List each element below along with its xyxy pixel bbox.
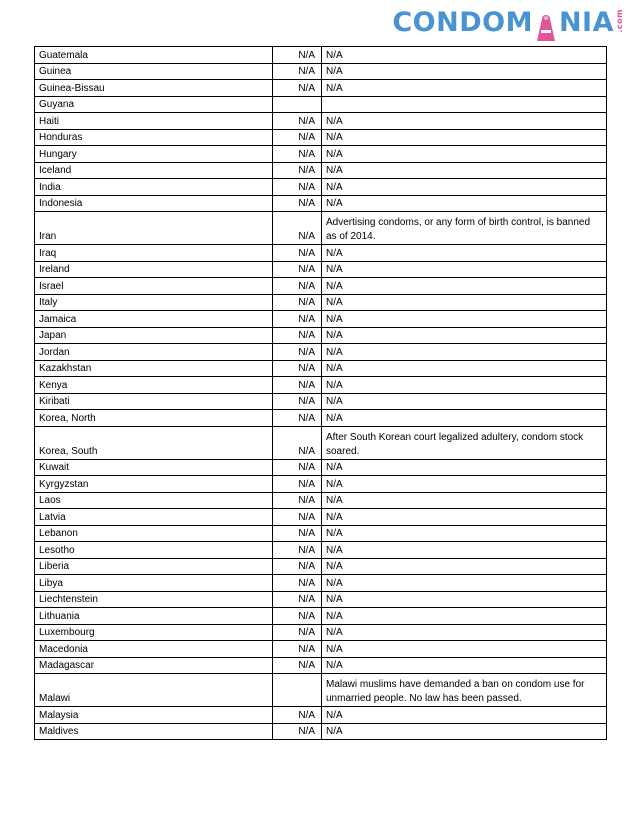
country-cell: Kyrgyzstan bbox=[35, 476, 273, 493]
notes-cell: N/A bbox=[322, 723, 607, 740]
country-cell: Kiribati bbox=[35, 393, 273, 410]
status-cell: N/A bbox=[273, 707, 322, 724]
country-cell: Japan bbox=[35, 327, 273, 344]
country-cell: Iceland bbox=[35, 162, 273, 179]
status-cell: N/A bbox=[273, 311, 322, 328]
status-cell: N/A bbox=[273, 410, 322, 427]
country-cell: India bbox=[35, 179, 273, 196]
country-cell: Malawi bbox=[35, 674, 273, 707]
table-row bbox=[35, 459, 607, 476]
status-cell: N/A bbox=[273, 426, 322, 459]
logo-text-left: CONDOM bbox=[392, 7, 533, 38]
table-row bbox=[35, 542, 607, 559]
notes-cell: N/A bbox=[322, 641, 607, 658]
notes-cell: N/A bbox=[322, 542, 607, 559]
status-cell: N/A bbox=[273, 525, 322, 542]
notes-cell: N/A bbox=[322, 162, 607, 179]
table-row bbox=[35, 129, 607, 146]
table-row bbox=[35, 212, 607, 245]
status-cell: N/A bbox=[273, 344, 322, 361]
table-row bbox=[35, 492, 607, 509]
notes-cell: N/A bbox=[322, 575, 607, 592]
country-cell: Guatemala bbox=[35, 47, 273, 64]
table-row bbox=[35, 47, 607, 64]
status-cell: N/A bbox=[273, 459, 322, 476]
notes-cell: Advertising condoms, or any form of birth control, is banned as of 2014. bbox=[322, 212, 607, 245]
country-cell: Kazakhstan bbox=[35, 360, 273, 377]
status-cell: N/A bbox=[273, 179, 322, 196]
notes-cell: N/A bbox=[322, 492, 607, 509]
table-row bbox=[35, 641, 607, 658]
table-row bbox=[35, 525, 607, 542]
table-row bbox=[35, 410, 607, 427]
country-cell: Madagascar bbox=[35, 657, 273, 674]
status-cell: N/A bbox=[273, 723, 322, 740]
table-row bbox=[35, 162, 607, 179]
status-cell: N/A bbox=[273, 360, 322, 377]
notes-cell: N/A bbox=[322, 393, 607, 410]
notes-cell: N/A bbox=[322, 278, 607, 295]
status-cell: N/A bbox=[273, 591, 322, 608]
status-cell: N/A bbox=[273, 278, 322, 295]
country-cell: Guyana bbox=[35, 96, 273, 113]
table-row bbox=[35, 707, 607, 724]
status-cell: N/A bbox=[273, 63, 322, 80]
table-row bbox=[35, 261, 607, 278]
status-cell: N/A bbox=[273, 47, 322, 64]
notes-cell: After South Korean court legalized adultery, condom stock soared. bbox=[322, 426, 607, 459]
table-row bbox=[35, 657, 607, 674]
table-row bbox=[35, 426, 607, 459]
country-cell: Latvia bbox=[35, 509, 273, 526]
status-cell: N/A bbox=[273, 245, 322, 262]
status-cell: N/A bbox=[273, 377, 322, 394]
country-cell: Korea, South bbox=[35, 426, 273, 459]
notes-cell: N/A bbox=[322, 47, 607, 64]
notes-cell: N/A bbox=[322, 63, 607, 80]
notes-cell: N/A bbox=[322, 410, 607, 427]
notes-cell: N/A bbox=[322, 459, 607, 476]
table-row bbox=[35, 344, 607, 361]
country-cell: Haiti bbox=[35, 113, 273, 130]
status-cell: N/A bbox=[273, 113, 322, 130]
table-row bbox=[35, 558, 607, 575]
table-row bbox=[35, 377, 607, 394]
country-cell: Iraq bbox=[35, 245, 273, 262]
notes-cell: N/A bbox=[322, 146, 607, 163]
notes-cell: N/A bbox=[322, 129, 607, 146]
country-cell: Jordan bbox=[35, 344, 273, 361]
notes-cell: N/A bbox=[322, 707, 607, 724]
status-cell: N/A bbox=[273, 575, 322, 592]
notes-cell: N/A bbox=[322, 591, 607, 608]
status-cell: N/A bbox=[273, 129, 322, 146]
country-cell: Liberia bbox=[35, 558, 273, 575]
status-cell: N/A bbox=[273, 476, 322, 493]
notes-cell: N/A bbox=[322, 294, 607, 311]
country-law-table bbox=[34, 46, 607, 740]
country-cell: Iran bbox=[35, 212, 273, 245]
notes-cell: N/A bbox=[322, 261, 607, 278]
status-cell bbox=[273, 96, 322, 113]
table-row bbox=[35, 393, 607, 410]
notes-cell: N/A bbox=[322, 657, 607, 674]
table-row bbox=[35, 63, 607, 80]
table-row bbox=[35, 591, 607, 608]
condom-letter-icon bbox=[534, 13, 558, 43]
table-row bbox=[35, 80, 607, 97]
status-cell: N/A bbox=[273, 146, 322, 163]
country-cell: Guinea bbox=[35, 63, 273, 80]
status-cell: N/A bbox=[273, 162, 322, 179]
table-row bbox=[35, 179, 607, 196]
notes-cell: N/A bbox=[322, 327, 607, 344]
country-cell: Jamaica bbox=[35, 311, 273, 328]
status-cell: N/A bbox=[273, 641, 322, 658]
country-cell: Kuwait bbox=[35, 459, 273, 476]
country-cell: Israel bbox=[35, 278, 273, 295]
status-cell: N/A bbox=[273, 393, 322, 410]
country-cell: Indonesia bbox=[35, 195, 273, 212]
notes-cell: N/A bbox=[322, 509, 607, 526]
table-row bbox=[35, 278, 607, 295]
status-cell: N/A bbox=[273, 608, 322, 625]
status-cell: N/A bbox=[273, 657, 322, 674]
country-cell: Korea, North bbox=[35, 410, 273, 427]
country-cell: Luxembourg bbox=[35, 624, 273, 641]
status-cell: N/A bbox=[273, 542, 322, 559]
status-cell: N/A bbox=[273, 195, 322, 212]
table-row bbox=[35, 360, 607, 377]
table-row bbox=[35, 245, 607, 262]
country-cell: Honduras bbox=[35, 129, 273, 146]
country-cell: Guinea-Bissau bbox=[35, 80, 273, 97]
notes-cell: N/A bbox=[322, 311, 607, 328]
status-cell: N/A bbox=[273, 327, 322, 344]
table-row bbox=[35, 327, 607, 344]
table-row bbox=[35, 476, 607, 493]
logo-text-right: NIA bbox=[558, 7, 614, 38]
table-row bbox=[35, 146, 607, 163]
table-row bbox=[35, 575, 607, 592]
notes-cell: N/A bbox=[322, 179, 607, 196]
country-cell: Liechtenstein bbox=[35, 591, 273, 608]
country-cell: Lebanon bbox=[35, 525, 273, 542]
country-cell: Macedonia bbox=[35, 641, 273, 658]
country-cell: Lithuania bbox=[35, 608, 273, 625]
notes-cell: N/A bbox=[322, 608, 607, 625]
country-cell: Kenya bbox=[35, 377, 273, 394]
logo-wordmark bbox=[392, 5, 614, 41]
notes-cell: N/A bbox=[322, 525, 607, 542]
status-cell: N/A bbox=[273, 492, 322, 509]
notes-cell: N/A bbox=[322, 245, 607, 262]
table-body bbox=[35, 47, 607, 740]
logo-suffix: .com bbox=[615, 9, 624, 33]
notes-cell: N/A bbox=[322, 624, 607, 641]
table-row bbox=[35, 723, 607, 740]
country-cell: Hungary bbox=[35, 146, 273, 163]
table-row bbox=[35, 96, 607, 113]
notes-cell: N/A bbox=[322, 558, 607, 575]
status-cell: N/A bbox=[273, 212, 322, 245]
country-cell: Lesotho bbox=[35, 542, 273, 559]
table-row bbox=[35, 608, 607, 625]
status-cell: N/A bbox=[273, 261, 322, 278]
condomania-logo bbox=[392, 5, 624, 45]
status-cell: N/A bbox=[273, 80, 322, 97]
country-cell: Laos bbox=[35, 492, 273, 509]
country-cell: Libya bbox=[35, 575, 273, 592]
status-cell: N/A bbox=[273, 624, 322, 641]
table-row bbox=[35, 195, 607, 212]
status-cell: N/A bbox=[273, 558, 322, 575]
notes-cell: N/A bbox=[322, 195, 607, 212]
notes-cell: N/A bbox=[322, 377, 607, 394]
table-row bbox=[35, 311, 607, 328]
notes-cell: N/A bbox=[322, 476, 607, 493]
notes-cell: N/A bbox=[322, 360, 607, 377]
notes-cell: N/A bbox=[322, 344, 607, 361]
table-row bbox=[35, 624, 607, 641]
notes-cell: Malawi muslims have demanded a ban on condom use for unmarried people. No law has been passed. bbox=[322, 674, 607, 707]
notes-cell: N/A bbox=[322, 113, 607, 130]
status-cell: N/A bbox=[273, 509, 322, 526]
country-cell: Malaysia bbox=[35, 707, 273, 724]
notes-cell bbox=[322, 96, 607, 113]
table-row bbox=[35, 113, 607, 130]
country-cell: Maldives bbox=[35, 723, 273, 740]
status-cell: N/A bbox=[273, 294, 322, 311]
country-cell: Italy bbox=[35, 294, 273, 311]
table-row bbox=[35, 294, 607, 311]
status-cell bbox=[273, 674, 322, 707]
table-row bbox=[35, 509, 607, 526]
table-row bbox=[35, 674, 607, 707]
notes-cell: N/A bbox=[322, 80, 607, 97]
country-cell: Ireland bbox=[35, 261, 273, 278]
